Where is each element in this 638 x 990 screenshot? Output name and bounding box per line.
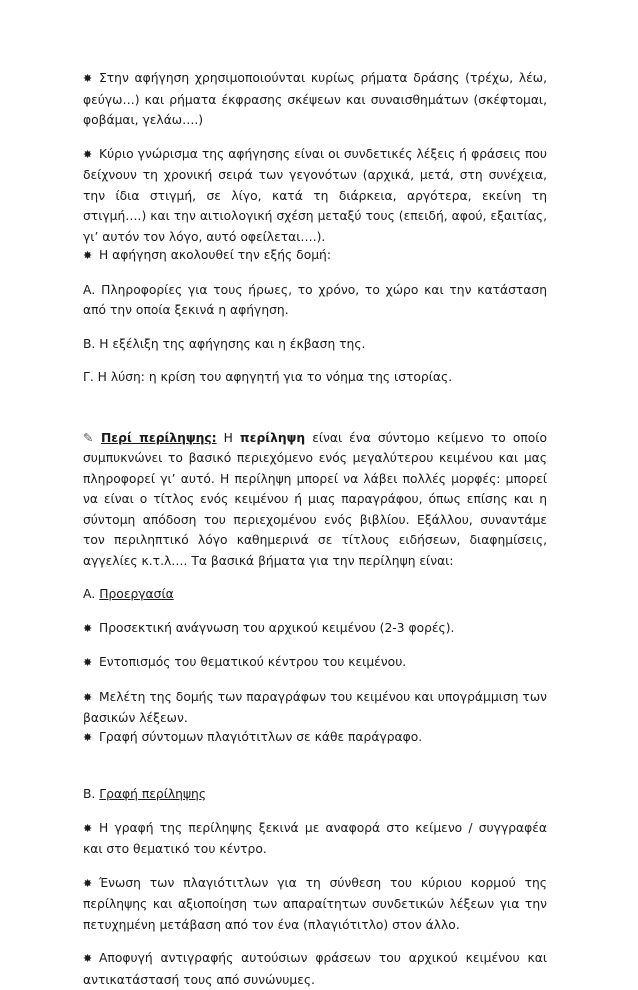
section-a-heading: Α. Προεργασία	[83, 587, 174, 601]
paragraph-verbs: ✸ Στην αφήγηση χρησιμοποιούνται κυρίως ρήματα δράσης (τρέχω, λέω, φεύγω…) και ρήματα έκφρασης σκέψεων και συναισθημάτων (σκέφτομαι, φοβάμαι, γελάω….)	[83, 71, 547, 127]
structure-item-c: Γ. Η λύση: η κρίση του αφηγητή για το νόημα της ιστορίας.	[83, 370, 453, 384]
section-a-item: ✸ Προσεκτική ανάγνωση του αρχικού κειμένου (2-3 φορές).	[83, 618, 547, 640]
bullet-icon: ✸	[83, 690, 93, 704]
bullet-icon: ✸	[83, 147, 93, 161]
section-b-item: ✸ Αποφυγή αντιγραφής αυτούσιων φράσεων του αρχικού κειμένου και αντικατάστασή τους από συνώνυμες.	[83, 951, 547, 987]
summary-paragraph: ✎ Περί περίληψης: Η περίληψη είναι ένα σύντομο κείμενο το οποίο συμπυκνώνει το βασικό περιεχόμενο ενός μεγαλύτερου κειμένου και μας πληροφορεί γι’ αυτό. Η περίληψη μπορεί να λάβει πολλές μορφές: μπορεί να είναι ο τίτλος ενός κειμένου ή μιας παραγράφου, όπως επίσης και η σύντομη απόδοση του περιεχομένου ενός βιβλίου. Εξάλλου, συναντάμε τον περιληπτικό λόγο καθημερινά σε τίτλους ειδήσεων, διαφημίσεις, αγγελίες κ.τ.λ…. Τα βασικά βήματα για την περίληψη είναι:	[83, 428, 547, 572]
section-b-item: ✸ Η γραφή της περίληψης ξεκινά με αναφορά στο κείμενο / συγγραφέα και στο θεματικό του κέντρο.	[83, 820, 547, 856]
summary-term: περίληψη	[239, 430, 306, 445]
section-a-item: ✸ Μελέτη της δομής των παραγράφων του κειμένου και υπογράμμιση των βασικών λέξεων.	[83, 689, 547, 725]
structure-item-b: Β. Η εξέλιξη της αφήγησης και η έκβαση της.	[83, 336, 366, 351]
structure-item-a: Α. Πληροφορίες για τους ήρωες, το χρόνο, το χώρο και την κατάσταση από την οποία ξεκινά η αφήγηση.	[83, 282, 547, 317]
section-a-item: ✸ Γραφή σύντομων πλαγιότιτλων σε κάθε παράγραφο.	[83, 727, 547, 749]
pencil-icon: ✎	[83, 430, 94, 445]
summary-heading: Περί περίληψης:	[101, 430, 217, 445]
bullet-icon: ✸	[83, 876, 93, 890]
bullet-icon: ✸	[83, 821, 93, 835]
bullet-icon: ✸	[83, 730, 93, 744]
bullet-icon: ✸	[83, 72, 93, 85]
section-a-title: Προεργασία	[99, 587, 174, 601]
section-b-title: Γραφή περίληψης	[99, 787, 207, 801]
bullet-icon: ✸	[83, 249, 93, 262]
section-a-item: ✸ Εντοπισμός του θεματικού κέντρου του κειμένου.	[83, 652, 547, 674]
section-b-item: ✸ Ένωση των πλαγιότιτλων για τη σύνθεση του κύριου κορμού της περίληψης και αξιοποίηση των απαραίτητων συνδετικών λέξεων για την πετυχημένη μετάβαση από τον ένα (πλαγιότιτλο) στον άλλο.	[83, 875, 547, 932]
bullet-icon: ✸	[83, 656, 93, 669]
bullet-icon: ✸	[83, 621, 93, 635]
paragraph-structure-intro: ✸ Η αφήγηση ακολουθεί την εξής δομή:	[83, 245, 547, 267]
bullet-icon: ✸	[83, 952, 93, 965]
paragraph-connectives: ✸ Κύριο γνώρισμα της αφήγησης είναι οι συνδετικές λέξεις ή φράσεις που δείχνουν τη χρονική σειρά των γεγονότων (αρχικά, μετά, στη συνέχεια, την ίδια στιγμή, σε λίγο, κατά τη διάρκεια, αργότερα, εκείνη τη στιγμή….) και την αιτιολογική σχέση μεταξύ τους (επειδή, αφού, εξαιτίας, γι’ αυτόν τον λόγο, αυτό οφείλεται….).	[83, 146, 547, 244]
section-b-heading: Β. Γραφή περίληψης	[83, 787, 207, 801]
